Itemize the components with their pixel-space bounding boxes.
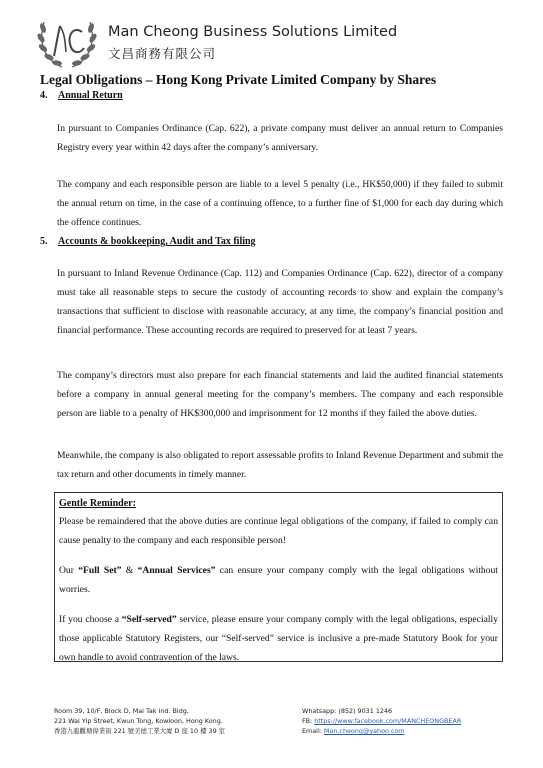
section-heading-accounts (40, 236, 256, 247)
company-name-zh: 文昌商務有限公司 (108, 46, 217, 61)
reminder-paragraph: If you choose a “Self-served” service, please ensure your company comply with the legal obligations, especially those applicable Statutory Registers, our “Self-served” service is inclusive a pre-made Statutory Book for your own handle to avoid contravention of the laws. (59, 614, 498, 663)
self-served-service: “Self-served” (121, 614, 177, 625)
footer-address (54, 706, 225, 736)
reminder-title: Gentle Reminder: (59, 498, 136, 509)
footer-contact (302, 706, 461, 736)
section-number: 5. (40, 236, 48, 247)
section-heading-text: Accounts & bookkeeping, Audit and Tax filing (58, 236, 256, 247)
full-set-service: “Full Set” (78, 565, 122, 576)
page-header (32, 12, 512, 72)
page-title: Legal Obligations – Hong Kong Private Limited Company by Shares (40, 72, 437, 87)
paragraph: In pursuant to Inland Revenue Ordinance (Cap. 112) and Companies Ordinance (Cap. 622), director of a company must take all reasonable steps to secure the custody of accounting records to show and explain the company’s transactions that sufficient to disclose with reasonable accuracy, at any time, the company’s financial position and financial performance. These accounting records are required to preserved for at least 7 years. (57, 268, 503, 336)
email-link[interactable]: Man.cheong@yahoo.com (323, 727, 405, 735)
paragraph: The company and each responsible person are liable to a level 5 penalty (i.e., HK$50,000) if they failed to submit the annual return on time, in the case of a continuing offence, to a further fine of $1,000 for each day during which the offence continues. (57, 179, 503, 228)
address-line: 221 Wai Yip Street, Kwun Tong, Kowloon, Hong Kong. (54, 717, 223, 725)
section-heading-annual-return (40, 90, 123, 101)
paragraph: Meanwhile, the company is also obligated to report assessable profits to Inland Revenue Department and submit the tax return and other documents in timely manner. (57, 450, 503, 480)
facebook-contact: FB: https://www.facebook.com/MANCHEONGBEAR (302, 717, 462, 725)
facebook-link[interactable]: https://www.facebook.com/MANCHEONGBEAR (314, 717, 462, 725)
paragraph: The company’s directors must also prepare for each financial statements and laid the audited financial statements before a company in annual general meeting for the company’s members. The company and each responsible person are liable to a penalty of HK$300,000 and imprisonment for 12 months if they failed the above duties. (57, 370, 503, 419)
reminder-paragraph: Our “Full Set” & “Annual Services” can ensure your company comply with the legal obligations without worries. (59, 565, 498, 595)
address-line: Room 39, 10/F, Block D, Mai Tak Ind. Bldg, (54, 707, 189, 715)
company-name-en: Man Cheong Business Solutions Limited (108, 24, 398, 40)
annual-services: “Annual Services” (137, 565, 216, 576)
email-contact: Email: Man.cheong@yahoo.com (302, 727, 405, 735)
paragraph: In pursuant to Companies Ordinance (Cap. 622), a private company must deliver an annual return to Companies Registry every year within 42 days after the company’s anniversary. (57, 123, 503, 153)
company-logo-icon (32, 12, 102, 72)
page-footer (0, 706, 543, 746)
reminder-paragraph: Please be remaindered that the above duties are continue legal obligations of the company, if failed to comply can cause penalty to the company and each responsible person! (59, 516, 498, 546)
section-heading-text: Annual Return (58, 90, 123, 101)
gentle-reminder-box (54, 492, 503, 662)
section-number: 4. (40, 90, 48, 101)
whatsapp-contact: Whatsapp: (852) 9031 1246 (302, 707, 393, 715)
address-line-zh: 香港九龍觀塘偉業街 221 號美德工業大廈 D 座 10 樓 39 室 (54, 727, 226, 735)
